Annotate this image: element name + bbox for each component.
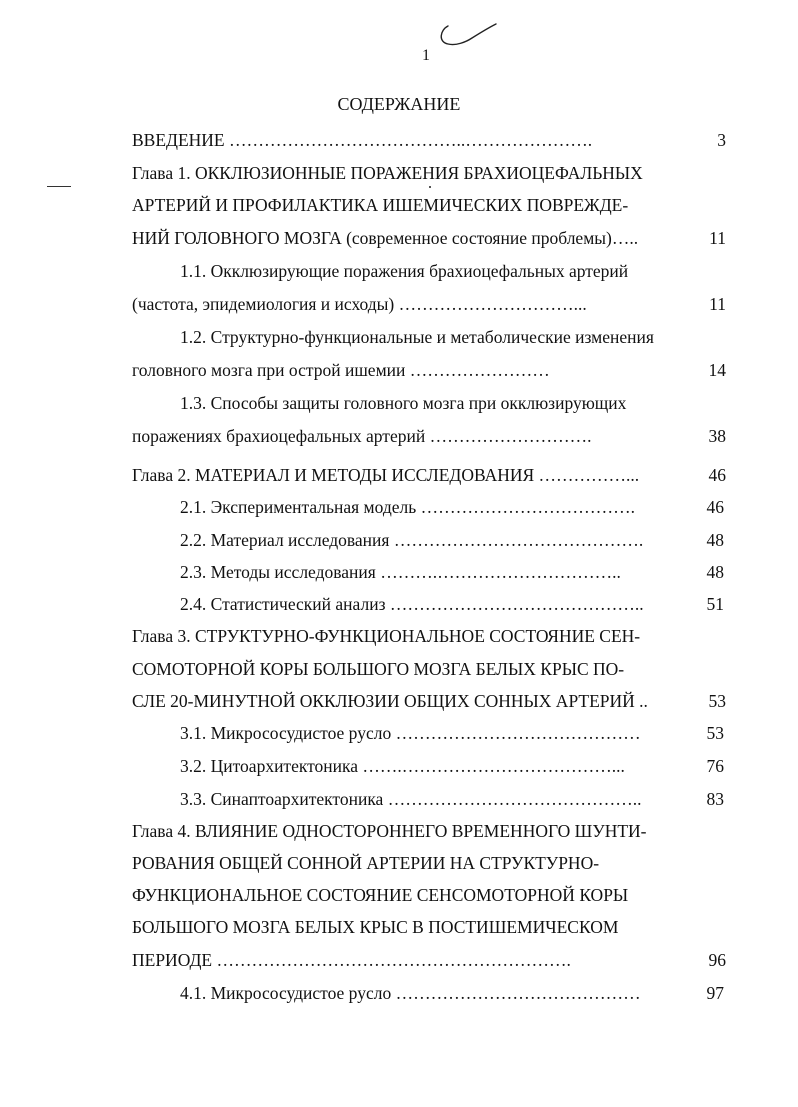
toc-entry-text: 2.1. Экспериментальная модель ………………………………. [180, 497, 635, 517]
toc-entry-page: 51 [706, 594, 724, 614]
toc-section-2-3 [132, 556, 726, 588]
toc-section-3-1 [132, 717, 726, 749]
toc-chapter-1-line-3 [132, 222, 726, 254]
toc-entry-page: 53 [708, 691, 726, 711]
toc-entry-page: 48 [706, 562, 724, 582]
toc-entry-page: 76 [706, 756, 724, 776]
toc-chapter-1-line-2 [132, 189, 726, 221]
toc-entry-page: 3 [717, 130, 726, 150]
toc-entry-page: 48 [706, 530, 724, 550]
toc-entry-page: 97 [706, 983, 724, 1003]
toc-section-1-3-line-1 [132, 387, 726, 419]
handwritten-signature [436, 22, 498, 52]
toc-entry-text: БОЛЬШОГО МОЗГА БЕЛЫХ КРЫС В ПОСТИШЕМИЧЕСКОМ [132, 917, 619, 937]
toc-chapter-3-line-1 [132, 620, 726, 652]
toc-entry-text: (частота, эпидемиология и исходы) …………………………... [132, 294, 587, 314]
toc-section-2-1 [132, 491, 726, 523]
toc-entry-page: 46 [708, 465, 726, 485]
toc-entry-page: 53 [706, 723, 724, 743]
toc-section-1-1-line-2 [132, 288, 726, 320]
toc-chapter-3-line-2 [132, 653, 726, 685]
toc-entry-text: 1.1. Окклюзирующие поражения брахиоцефальных артерий [180, 261, 629, 281]
toc-chapter-4-line-5 [132, 944, 726, 976]
toc-entry-page: 14 [708, 360, 726, 380]
toc-title: СОДЕРЖАНИЕ [337, 94, 461, 114]
toc-section-1-3-line-2 [132, 420, 726, 452]
toc-section-3-2 [132, 750, 726, 782]
toc-entry-text: АРТЕРИЙ И ПРОФИЛАКТИКА ИШЕМИЧЕСКИХ ПОВРЕЖДЕ- [132, 195, 629, 215]
toc-chapter-4-line-2 [132, 847, 726, 879]
toc-entry-text: поражениях брахиоцефальных артерий ………………………. [132, 426, 592, 446]
toc-entry-page: 11 [709, 228, 726, 248]
toc-section-1-1-line-1 [132, 255, 726, 287]
toc-entry-text: головного мозга при острой ишемии …………………… [132, 360, 550, 380]
toc-entry-text: ВВЕДЕНИЕ …………………………………..…………………. [132, 130, 593, 150]
toc-entry-text: 3.2. Цитоархитектоника …….………………………………... [180, 756, 625, 776]
toc-entry-page: 96 [708, 950, 726, 970]
toc-chapter-4-line-3 [132, 879, 726, 911]
toc-entry-text: 1.2. Структурно-функциональные и метаболические изменения [180, 327, 654, 347]
toc-entry-text: 4.1. Микрососудистое русло …………………………………… [180, 983, 641, 1003]
page-number: 1 [422, 47, 430, 64]
margin-mark [47, 186, 71, 187]
toc-entry-page: 38 [708, 426, 726, 446]
toc-entry-text: Глава 1. ОККЛЮЗИОННЫЕ ПОРАЖЕНИЯ БРАХИОЦЕФАЛЬНЫХ [132, 163, 643, 183]
toc-entry-text: РОВАНИЯ ОБЩЕЙ СОННОЙ АРТЕРИИ НА СТРУКТУРНО- [132, 853, 600, 873]
toc-chapter-3-line-3 [132, 685, 726, 717]
toc-chapter-4-line-1 [132, 815, 726, 847]
toc-entry-text: 3.1. Микрососудистое русло …………………………………… [180, 723, 641, 743]
toc-entry-text: ПЕРИОДЕ ……………………………………………………. [132, 950, 571, 970]
toc-entry-page: 83 [706, 789, 724, 809]
toc-section-1-2-line-2 [132, 354, 726, 386]
toc-entry-text: СОМОТОРНОЙ КОРЫ БОЛЬШОГО МОЗГА БЕЛЫХ КРЫС ПО- [132, 659, 625, 679]
toc-entry-text: 3.3. Синаптоархитектоника …………………………………….. [180, 789, 642, 809]
toc-entry-text: 1.3. Способы защиты головного мозга при окклюзирующих [180, 393, 627, 413]
toc-section-4-1 [132, 977, 726, 1009]
toc-entry-text: 2.4. Статистический анализ …………………………………….. [180, 594, 644, 614]
toc-entry-introduction [132, 124, 726, 156]
toc-chapter-1-line-1 [132, 157, 726, 189]
toc-entry-text: СЛЕ 20-МИНУТНОЙ ОККЛЮЗИИ ОБЩИХ СОННЫХ АРТЕРИЙ .. [132, 691, 648, 711]
toc-section-3-3 [132, 783, 726, 815]
toc-entry-page: 11 [709, 294, 726, 314]
toc-section-2-4 [132, 588, 726, 620]
toc-entry-text: Глава 3. СТРУКТУРНО-ФУНКЦИОНАЛЬНОЕ СОСТОЯНИЕ СЕН- [132, 626, 641, 646]
toc-chapter-2 [132, 459, 726, 491]
toc-entry-text: ФУНКЦИОНАЛЬНОЕ СОСТОЯНИЕ СЕНСОМОТОРНОЙ КОРЫ [132, 885, 629, 905]
toc-section-2-2 [132, 524, 726, 556]
toc-section-1-2-line-1 [132, 321, 726, 353]
toc-entry-text: Глава 2. МАТЕРИАЛ И МЕТОДЫ ИССЛЕДОВАНИЯ ……………... [132, 465, 640, 485]
toc-entry-page: 46 [706, 497, 724, 517]
toc-entry-text: Глава 4. ВЛИЯНИЕ ОДНОСТОРОННЕГО ВРЕМЕННОГО ШУНТИ- [132, 821, 647, 841]
toc-chapter-4-line-4 [132, 911, 726, 943]
toc-entry-text: 2.2. Материал исследования ……………………………………. [180, 530, 644, 550]
toc-entry-text: 2.3. Методы исследования ……….………………………….. [180, 562, 621, 582]
toc-entry-text: НИЙ ГОЛОВНОГО МОЗГА (современное состояние проблемы)….. [132, 228, 639, 248]
